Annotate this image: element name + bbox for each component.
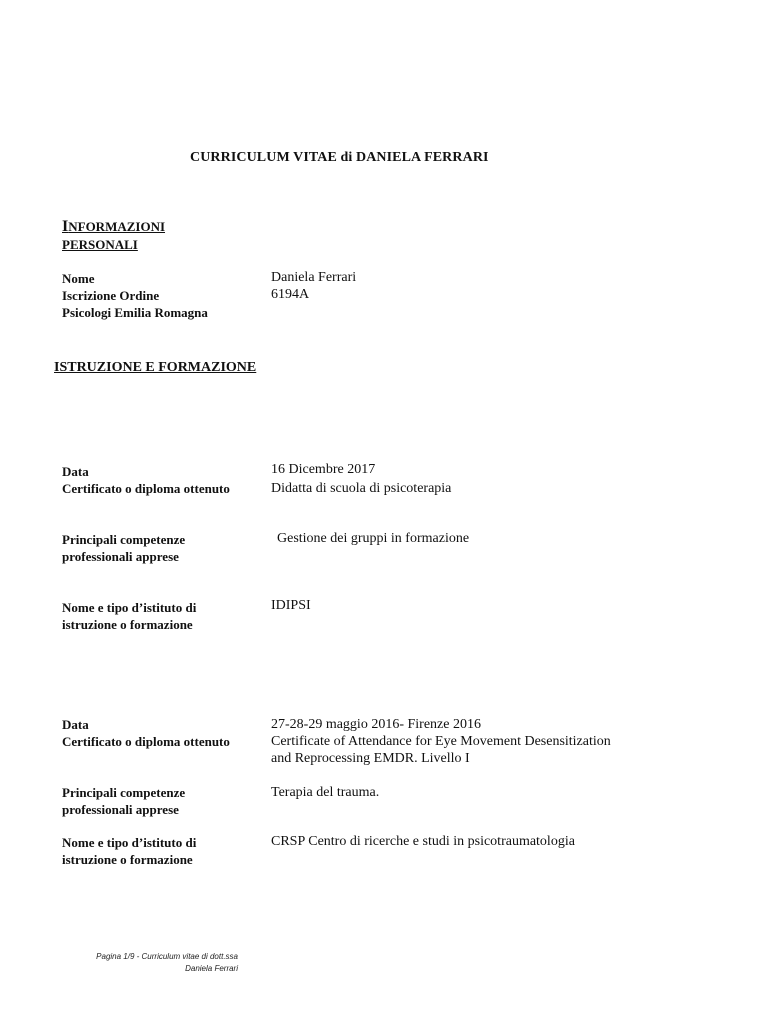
personal-heading-initial: I [62, 218, 69, 235]
entry2-institute-value: CRSP Centro di ricerche e studi in psicotraumatologia [271, 834, 575, 849]
entry1-cert-label: Certificato o diploma ottenuto [62, 481, 230, 496]
education-heading: ISTRUZIONE E FORMAZIONE [54, 360, 257, 375]
entry2-skills-label: Principali competenze professionali apprese [62, 785, 186, 817]
footer-line2: Daniela Ferrari [185, 964, 238, 973]
order-label [62, 287, 252, 321]
name-label: Nome [62, 271, 95, 286]
entry1-skills-value: Gestione dei gruppi in formazione [277, 531, 470, 546]
personal-heading-line2: PERSONALI [62, 237, 138, 252]
entry2-cert-value: Certificate of Attendance for Eye Movement Desensitization and Reprocessing EMDR. Livello I [271, 734, 611, 766]
page-footer [70, 951, 238, 975]
entry2-date-value: 27-28-29 maggio 2016- Firenze 2016 [271, 717, 481, 732]
entry2-cert-label: Certificato o diploma ottenuto [62, 734, 230, 749]
entry2-institute-label: Nome e tipo d’istituto di istruzione o formazione [62, 835, 197, 867]
entry1-date-label: Data [62, 464, 89, 479]
entry1-skills-label: Principali competenze professionali apprese [62, 532, 186, 564]
entry1-date-value: 16 Dicembre 2017 [271, 462, 376, 477]
entry2-date-label: Data [62, 717, 89, 732]
page-title: CURRICULUM VITAE di DANIELA FERRARI [190, 150, 489, 165]
order-label-line2: Psicologi Emilia Romagna [62, 305, 208, 320]
entry1-institute-value: IDIPSI [271, 598, 311, 613]
personal-info-heading [62, 218, 165, 254]
order-label-line1: Iscrizione Ordine [62, 288, 160, 303]
entry2-skills-value: Terapia del trauma. [271, 785, 380, 800]
entry1-institute-label: Nome e tipo d’istituto di istruzione o formazione [62, 600, 197, 632]
order-value: 6194A [271, 287, 310, 302]
name-value: Daniela Ferrari [271, 270, 357, 285]
personal-heading-rest: NFORMAZIONI [68, 219, 166, 234]
footer-line1: Pagina 1/9 - Curriculum vitae di dott.ssa [96, 952, 238, 961]
entry1-cert-value: Didatta di scuola di psicoterapia [271, 481, 452, 496]
